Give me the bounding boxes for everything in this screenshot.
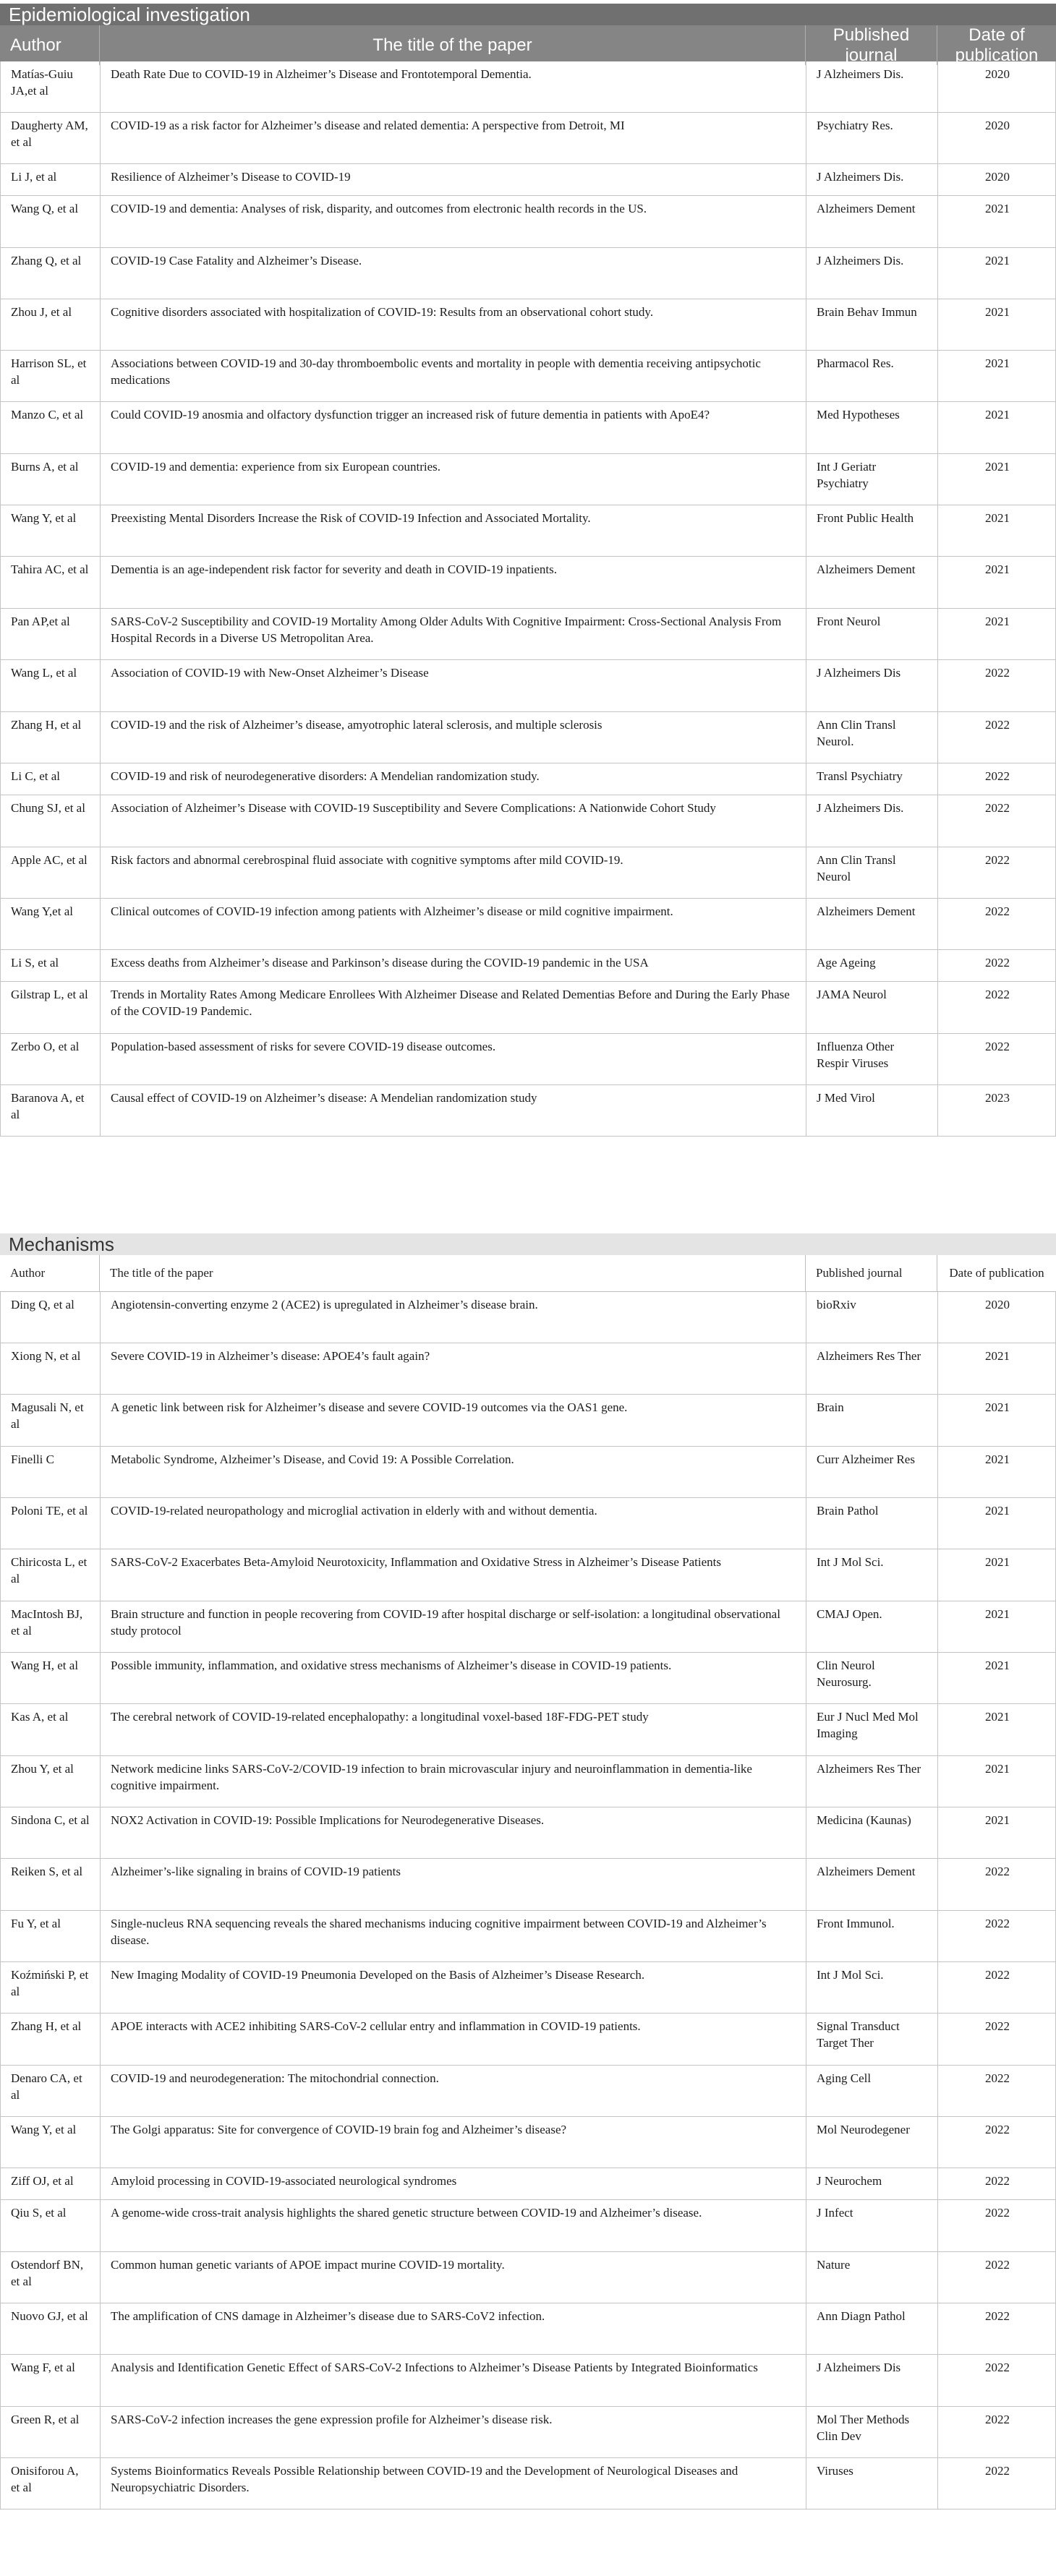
table-row [1, 950, 1055, 982]
cell-year: 2020 [985, 170, 1010, 184]
table-row [1, 402, 1055, 454]
cell-journal: J Med Virol [806, 1085, 938, 1136]
cell-author: Xiong N, et al [1, 1343, 101, 1394]
table-row [1, 248, 1055, 299]
cell-journal: Alzheimers Dement [806, 557, 938, 608]
cell-year: 2021 [985, 356, 1010, 370]
table-row [1, 454, 1055, 505]
cell-title: Dementia is an age-independent risk factor for severity and death in COVID-19 inpatients. [101, 557, 806, 608]
cell-year: 2022 [985, 2174, 1010, 2188]
header-journal: Published journal [806, 1255, 937, 1291]
cell-year: 2021 [985, 305, 1010, 319]
cell-year: 2020 [985, 67, 1010, 81]
cell-title: Severe COVID-19 in Alzheimer’s disease: APOE4’s fault again? [101, 1343, 806, 1394]
cell-journal: Eur J Nucl Med Mol Imaging [806, 1704, 938, 1755]
cell-title: COVID-19 Case Fatality and Alzheimer’s Disease. [101, 248, 806, 299]
cell-author: Reiken S, et al [1, 1859, 101, 1910]
cell-author: Ding Q, et al [1, 1292, 101, 1343]
cell-title: COVID-19 and neurodegeneration: The mitochondrial connection. [101, 2066, 806, 2116]
cell-journal: Int J Mol Sci. [806, 1962, 938, 2013]
cell-year: 2022 [985, 1865, 1010, 1878]
cell-journal: Alzheimers Res Ther [806, 1756, 938, 1807]
cell-author: Magusali N, et al [1, 1395, 101, 1446]
cell-year: 2020 [985, 119, 1010, 132]
cell-year: 2021 [985, 1555, 1010, 1569]
table-row [1, 609, 1055, 660]
table-row [1, 351, 1055, 402]
table-row [1, 164, 1055, 196]
cell-year: 2021 [985, 1607, 1010, 1621]
table-row [1, 2252, 1055, 2303]
cell-year: 2022 [985, 2071, 1010, 2085]
cell-journal: J Alzheimers Dis. [806, 61, 938, 112]
cell-title: New Imaging Modality of COVID-19 Pneumonia Developed on the Basis of Alzheimer’s Disease Research. [101, 1962, 806, 2013]
table-row [1, 2117, 1055, 2168]
table-row [1, 763, 1055, 795]
cell-journal: Nature [806, 2252, 938, 2303]
cell-title: Common human genetic variants of APOE impact murine COVID-19 mortality. [101, 2252, 806, 2303]
header-date: Date of publication [955, 25, 1039, 65]
cell-year: 2022 [985, 666, 1010, 680]
cell-author: Zhang H, et al [1, 2014, 101, 2065]
cell-year: 2021 [985, 1504, 1010, 1518]
cell-title: Risk factors and abnormal cerebrospinal fluid associate with cognitive symptoms after mild COVID-19. [101, 847, 806, 898]
header-date: Date of publication [949, 1265, 1044, 1280]
cell-journal: Alzheimers Dement [806, 899, 938, 949]
cell-journal: Curr Alzheimer Res [806, 1447, 938, 1497]
cell-title: The cerebral network of COVID-19-related encephalopathy: a longitudinal voxel-based 18F-FDG-PET study [101, 1704, 806, 1755]
cell-author: Poloni TE, et al [1, 1498, 101, 1549]
header-title: The title of the paper [100, 1255, 806, 1291]
table-row [1, 2458, 1055, 2509]
cell-author: Ostendorf BN, et al [1, 2252, 101, 2303]
cell-year: 2021 [985, 254, 1010, 268]
cell-author: Li C, et al [1, 763, 101, 795]
section-epidemiological-investigation [0, 4, 1056, 1233]
table-row [1, 2168, 1055, 2200]
table-row [1, 712, 1055, 763]
cell-title: COVID-19 and dementia: Analyses of risk, disparity, and outcomes from electronic health records in the US. [101, 196, 806, 247]
cell-author: Li S, et al [1, 950, 101, 981]
table-row [1, 113, 1055, 164]
cell-journal: Front Immunol. [806, 1911, 938, 1961]
cell-year: 2021 [985, 1659, 1010, 1672]
cell-year: 2022 [985, 2258, 1010, 2272]
cell-title: COVID-19 and dementia: experience from six European countries. [101, 454, 806, 505]
cell-year: 2021 [985, 615, 1010, 628]
cell-author: Koźmiński P, et al [1, 1962, 101, 2013]
cell-year: 2022 [985, 2413, 1010, 2426]
cell-year: 2021 [985, 1813, 1010, 1827]
cell-author: Wang Y,et al [1, 899, 101, 949]
table-row [1, 1549, 1055, 1601]
table-row [1, 795, 1055, 847]
cell-journal: J Neurochem [806, 2168, 938, 2199]
cell-author: Manzo C, et al [1, 402, 101, 453]
cell-title: COVID-19 and risk of neurodegenerative disorders: A Mendelian randomization study. [101, 763, 806, 795]
cell-title: Brain structure and function in people recovering from COVID-19 after hospital discharge or self-isolation: a longitudinal observational study protocol [101, 1601, 806, 1652]
cell-journal: Alzheimers Dement [806, 1859, 938, 1910]
cell-author: Zhou Y, et al [1, 1756, 101, 1807]
table-row [1, 1292, 1055, 1343]
table-row [1, 2200, 1055, 2252]
cell-year: 2021 [985, 1762, 1010, 1776]
cell-title: COVID-19 and the risk of Alzheimer’s disease, amyotrophic lateral sclerosis, and multiple sclerosis [101, 712, 806, 763]
cell-author: Wang Q, et al [1, 196, 101, 247]
cell-year: 2021 [985, 202, 1010, 215]
cell-title: APOE interacts with ACE2 inhibiting SARS-CoV-2 cellular entry and inflammation in COVID-19 patients. [101, 2014, 806, 2065]
cell-journal: Psychiatry Res. [806, 113, 938, 163]
section-mechanisms [0, 1233, 1056, 2572]
cell-year: 2021 [985, 1452, 1010, 1466]
cell-year: 2022 [985, 956, 1010, 970]
cell-journal: Brain [806, 1395, 938, 1446]
cell-year: 2021 [985, 511, 1010, 525]
table-row [1, 1704, 1055, 1756]
cell-year: 2021 [985, 460, 1010, 474]
cell-title: Association of COVID-19 with New-Onset Alzheimer’s Disease [101, 660, 806, 711]
cell-journal: Age Ageing [806, 950, 938, 981]
table-row [1, 1962, 1055, 2014]
cell-journal: JAMA Neurol [806, 982, 938, 1033]
cell-journal: J Alzheimers Dis [806, 2355, 938, 2406]
cell-author: Finelli C [1, 1447, 101, 1497]
cell-journal: bioRxiv [806, 1292, 938, 1343]
table-body [0, 1292, 1056, 2509]
cell-author: Wang F, et al [1, 2355, 101, 2406]
table-row [1, 1756, 1055, 1807]
cell-year: 2022 [985, 853, 1010, 867]
header-author: Author [0, 1255, 100, 1291]
cell-author: Onisiforou A, et al [1, 2458, 101, 2509]
cell-journal: CMAJ Open. [806, 1601, 938, 1652]
cell-journal: Ann Diagn Pathol [806, 2303, 938, 2354]
table-header-row [0, 25, 1056, 65]
cell-title: Death Rate Due to COVID-19 in Alzheimer’s Disease and Frontotemporal Dementia. [101, 61, 806, 112]
cell-title: Could COVID-19 anosmia and olfactory dysfunction trigger an increased risk of future dementia in patients with ApoE4? [101, 402, 806, 453]
cell-author: Zhou J, et al [1, 299, 101, 350]
table-row [1, 1395, 1055, 1447]
cell-author: Wang L, et al [1, 660, 101, 711]
cell-title: Population-based assessment of risks for severe COVID-19 disease outcomes. [101, 1034, 806, 1084]
cell-author: Kas A, et al [1, 1704, 101, 1755]
cell-author: Burns A, et al [1, 454, 101, 505]
cell-title: Metabolic Syndrome, Alzheimer’s Disease, and Covid 19: A Possible Correlation. [101, 1447, 806, 1497]
cell-author: Li J, et al [1, 164, 101, 195]
cell-year: 2022 [985, 2206, 1010, 2220]
table-row [1, 982, 1055, 1034]
cell-author: Ziff OJ, et al [1, 2168, 101, 2199]
cell-title: Alzheimer’s-like signaling in brains of COVID-19 patients [101, 1859, 806, 1910]
cell-title: Possible immunity, inflammation, and oxidative stress mechanisms of Alzheimer’s disease in COVID-19 patients. [101, 1653, 806, 1703]
cell-author: Wang Y, et al [1, 505, 101, 556]
cell-author: Chiricosta L, et al [1, 1549, 101, 1601]
cell-title: The amplification of CNS damage in Alzheimer’s disease due to SARS-CoV2 infection. [101, 2303, 806, 2354]
cell-author: Apple AC, et al [1, 847, 101, 898]
cell-journal: Brain Pathol [806, 1498, 938, 1549]
table-body [0, 61, 1056, 1137]
cell-author: Nuovo GJ, et al [1, 2303, 101, 2354]
cell-author: Daugherty AM, et al [1, 113, 101, 163]
cell-journal: J Infect [806, 2200, 938, 2251]
cell-journal: Signal Transduct Target Ther [806, 2014, 938, 2065]
cell-journal: Transl Psychiatry [806, 763, 938, 795]
cell-title: Analysis and Identification Genetic Effect of SARS-CoV-2 Infections to Alzheimer’s Disease Patients by Integrated Bioinformatics [101, 2355, 806, 2406]
cell-title: Single-nucleus RNA sequencing reveals the shared mechanisms inducing cognitive impairment between COVID-19 and Alzheimer’s disease. [101, 1911, 806, 1961]
cell-journal: Ann Clin Transl Neurol. [806, 712, 938, 763]
cell-year: 2022 [985, 1968, 1010, 1982]
cell-journal: Medicina (Kaunas) [806, 1807, 938, 1858]
table-row [1, 2355, 1055, 2407]
table-row [1, 1034, 1055, 1085]
cell-title: Clinical outcomes of COVID-19 infection among patients with Alzheimer’s disease or mild cognitive impairment. [101, 899, 806, 949]
section-title: Mechanisms [0, 1233, 1056, 1255]
cell-year: 2022 [985, 988, 1010, 1001]
cell-title: Trends in Mortality Rates Among Medicare Enrollees With Alzheimer Disease and Related Dementias Before and During the Early Phase of the COVID-19 Pandemic. [101, 982, 806, 1033]
table-header-row [0, 1255, 1056, 1292]
cell-year: 2023 [985, 1091, 1010, 1105]
cell-title: Angiotensin-converting enzyme 2 (ACE2) is upregulated in Alzheimer’s disease brain. [101, 1292, 806, 1343]
table-row [1, 1653, 1055, 1704]
cell-year: 2022 [985, 2123, 1010, 2136]
cell-author: Pan AP,et al [1, 609, 101, 659]
cell-journal: Alzheimers Dement [806, 196, 938, 247]
cell-title: Associations between COVID-19 and 30-day thromboembolic events and mortality in people with dementia receiving antipsychotic medications [101, 351, 806, 401]
cell-journal: Pharmacol Res. [806, 351, 938, 401]
cell-title: The Golgi apparatus: Site for convergence of COVID-19 brain fog and Alzheimer’s disease? [101, 2117, 806, 2168]
cell-author: Matías-Guiu JA,et al [1, 61, 101, 112]
cell-title: COVID-19-related neuropathology and microglial activation in elderly with and without dementia. [101, 1498, 806, 1549]
header-journal: Published journal [806, 25, 937, 65]
cell-author: Denaro CA, et al [1, 2066, 101, 2116]
cell-year: 2021 [985, 1349, 1010, 1363]
table-row [1, 1859, 1055, 1911]
cell-year: 2022 [985, 2361, 1010, 2374]
cell-journal: Mol Neurodegener [806, 2117, 938, 2168]
cell-author: Sindona C, et al [1, 1807, 101, 1858]
cell-year: 2022 [985, 769, 1010, 783]
cell-journal: Front Public Health [806, 505, 938, 556]
table-row [1, 1343, 1055, 1395]
cell-year: 2022 [985, 801, 1010, 815]
cell-title: Network medicine links SARS-CoV-2/COVID-19 infection to brain microvascular injury and neuroinflammation in dementia-like cognitive impairment. [101, 1756, 806, 1807]
cell-journal: J Alzheimers Dis [806, 660, 938, 711]
cell-title: SARS-CoV-2 Susceptibility and COVID-19 Mortality Among Older Adults With Cognitive Impairment: Cross-Sectional Analysis From Hospital Records in a Diverse US Metropolitan Area. [101, 609, 806, 659]
cell-year: 2020 [985, 1298, 1010, 1311]
cell-year: 2022 [985, 2464, 1010, 2478]
cell-title: A genetic link between risk for Alzheimer’s disease and severe COVID-19 outcomes via the OAS1 gene. [101, 1395, 806, 1446]
cell-journal: J Alzheimers Dis. [806, 795, 938, 847]
cell-author: Qiu S, et al [1, 2200, 101, 2251]
cell-year: 2022 [985, 2309, 1010, 2323]
cell-journal: Mol Ther Methods Clin Dev [806, 2407, 938, 2457]
cell-author: Wang H, et al [1, 1653, 101, 1703]
cell-year: 2021 [985, 1710, 1010, 1724]
cell-year: 2022 [985, 1040, 1010, 1053]
cell-journal: Aging Cell [806, 2066, 938, 2116]
cell-title: A genome-wide cross-trait analysis highlights the shared genetic structure between COVID-19 and Alzheimer’s disease. [101, 2200, 806, 2251]
cell-title: Cognitive disorders associated with hospitalization of COVID-19: Results from an observational cohort study. [101, 299, 806, 350]
cell-author: Zhang H, et al [1, 712, 101, 763]
cell-author: Baranova A, et al [1, 1085, 101, 1136]
cell-year: 2022 [985, 2019, 1010, 2033]
cell-journal: Alzheimers Res Ther [806, 1343, 938, 1394]
table-row [1, 557, 1055, 609]
section-title: Epidemiological investigation [0, 4, 1056, 25]
table-row [1, 2014, 1055, 2066]
cell-year: 2022 [985, 1917, 1010, 1930]
cell-author: Zhang Q, et al [1, 248, 101, 299]
cell-title: SARS-CoV-2 Exacerbates Beta-Amyloid Neurotoxicity, Inflammation and Oxidative Stress in Alzheimer’s Disease Patients [101, 1549, 806, 1601]
cell-journal: Clin Neurol Neurosurg. [806, 1653, 938, 1703]
cell-title: Preexisting Mental Disorders Increase the Risk of COVID-19 Infection and Associated Mortality. [101, 505, 806, 556]
cell-author: Chung SJ, et al [1, 795, 101, 847]
table-row [1, 899, 1055, 950]
cell-author: MacIntosh BJ, et al [1, 1601, 101, 1652]
table-row [1, 2407, 1055, 2458]
cell-journal: J Alzheimers Dis. [806, 164, 938, 195]
cell-year: 2021 [985, 562, 1010, 576]
table-row [1, 660, 1055, 712]
cell-year: 2021 [985, 1400, 1010, 1414]
cell-title: Excess deaths from Alzheimer’s disease and Parkinson’s disease during the COVID-19 pandemic in the USA [101, 950, 806, 981]
header-title: The title of the paper [100, 25, 806, 65]
cell-journal: Med Hypotheses [806, 402, 938, 453]
table-row [1, 847, 1055, 899]
cell-title: Amyloid processing in COVID-19-associated neurological syndromes [101, 2168, 806, 2199]
header-author: Author [0, 25, 100, 65]
table-row [1, 2303, 1055, 2355]
cell-year: 2022 [985, 904, 1010, 918]
table-row [1, 505, 1055, 557]
cell-author: Harrison SL, et al [1, 351, 101, 401]
cell-journal: Front Neurol [806, 609, 938, 659]
cell-journal: Brain Behav Immun [806, 299, 938, 350]
cell-title: Systems Bioinformatics Reveals Possible Relationship between COVID-19 and the Development of Neurological Diseases and Neuropsychiatric Disorders. [101, 2458, 806, 2509]
cell-author: Zerbo O, et al [1, 1034, 101, 1084]
cell-journal: Int J Geriatr Psychiatry [806, 454, 938, 505]
cell-journal: Ann Clin Transl Neurol [806, 847, 938, 898]
cell-title: Resilience of Alzheimer’s Disease to COVID-19 [101, 164, 806, 195]
table-row [1, 1601, 1055, 1653]
cell-author: Fu Y, et al [1, 1911, 101, 1961]
cell-author: Gilstrap L, et al [1, 982, 101, 1033]
table-row [1, 1447, 1055, 1498]
cell-title: COVID-19 as a risk factor for Alzheimer’s disease and related dementia: A perspective from Detroit, MI [101, 113, 806, 163]
cell-journal: Int J Mol Sci. [806, 1549, 938, 1601]
table-row [1, 299, 1055, 351]
cell-year: 2022 [985, 718, 1010, 732]
table-row [1, 1498, 1055, 1549]
cell-author: Tahira AC, et al [1, 557, 101, 608]
cell-journal: Influenza Other Respir Viruses [806, 1034, 938, 1084]
cell-title: NOX2 Activation in COVID-19: Possible Implications for Neurodegenerative Diseases. [101, 1807, 806, 1858]
table-row [1, 2066, 1055, 2117]
cell-author: Green R, et al [1, 2407, 101, 2457]
table-row [1, 1911, 1055, 1962]
cell-journal: J Alzheimers Dis. [806, 248, 938, 299]
table-row [1, 1085, 1055, 1137]
table-row [1, 61, 1055, 113]
table-row [1, 1807, 1055, 1859]
cell-title: Association of Alzheimer’s Disease with COVID-19 Susceptibility and Severe Complications: A Nationwide Cohort Study [101, 795, 806, 847]
table-row [1, 196, 1055, 248]
cell-title: Causal effect of COVID-19 on Alzheimer’s disease: A Mendelian randomization study [101, 1085, 806, 1136]
cell-year: 2021 [985, 408, 1010, 422]
cell-journal: Viruses [806, 2458, 938, 2509]
cell-author: Wang Y, et al [1, 2117, 101, 2168]
cell-title: SARS-CoV-2 infection increases the gene expression profile for Alzheimer’s disease risk. [101, 2407, 806, 2457]
